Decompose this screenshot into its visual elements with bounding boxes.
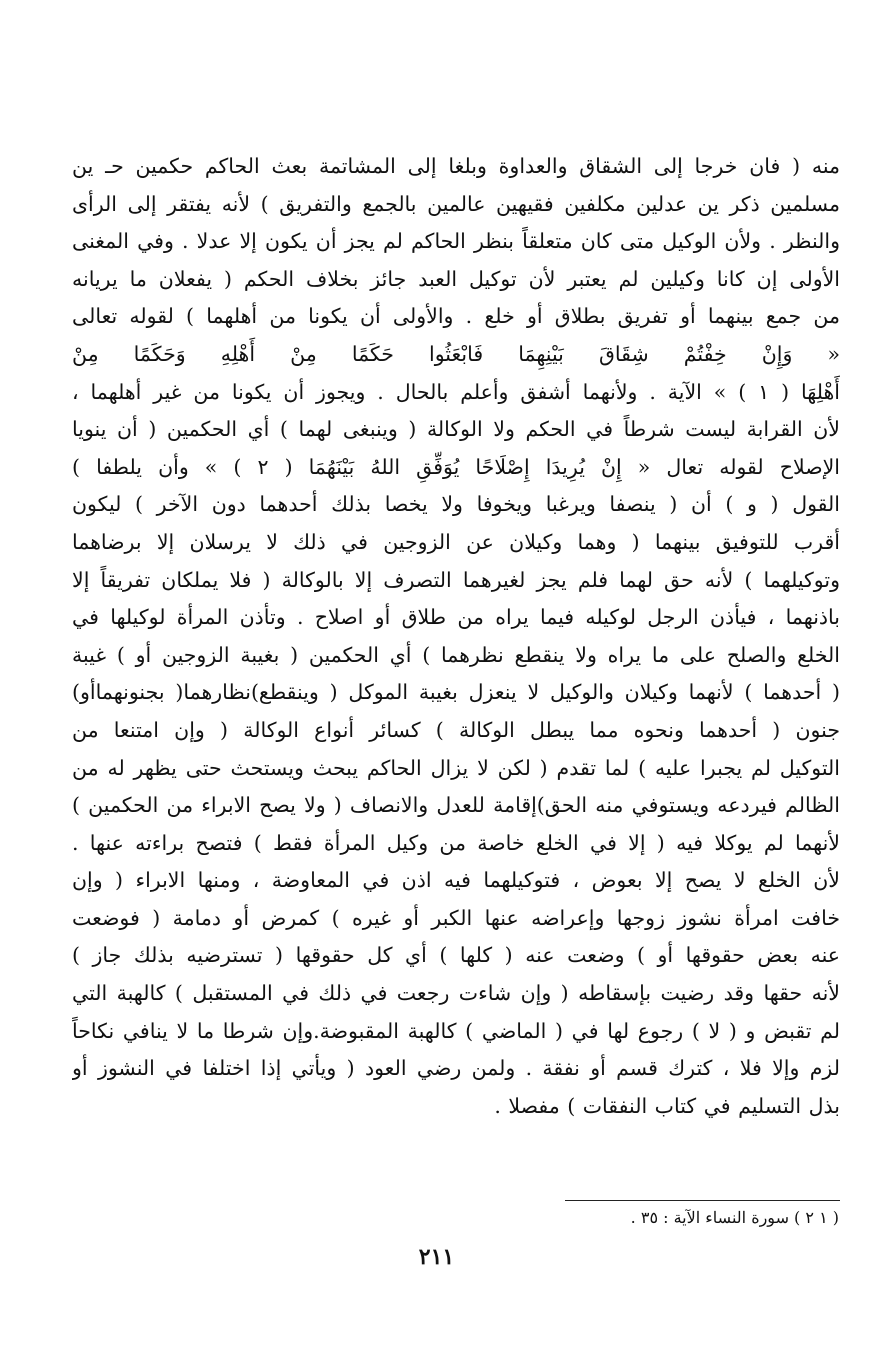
text-line: لزم وإلا فلا ، كترك قسم أو نفقة . ولمن رضي العود ( ويأتي إذا اختلفا في النشوز أو bbox=[72, 1056, 840, 1081]
text-line: ( أحدهما ) لأنهما وكيلان والوكيل لا ينعزل بغيبة الموكل ( وينقطع)نظارهما( بجنونهماأو) bbox=[72, 680, 840, 705]
text-line: أَهْلِهَا ( ١ ) » الآية . ولأنهما أشفق وأعلم بالحال . ويجوز أن يكونا من غير أهلهما ، bbox=[72, 379, 840, 404]
text-line: القول ( و ) أن ( ينصفا ويرغبا ويخوفا ولا يخصا بذلك أحدهما دون الآخر ) ليكون bbox=[72, 492, 840, 517]
text-line: لأن الخلع لا يصح إلا بعوض ، فتوكيلهما فيه اذن في المعاوضة ، ومنها الابراء ( وإن bbox=[72, 868, 840, 893]
text-line: لأنه حقها وقد رضيت بإسقاطه ( وإن شاءت رجعت في ذلك في المستقبل ) كالهبة التي bbox=[72, 981, 840, 1006]
text-line: عنه بعض حقوقها أو ) وضعت عنه ( كلها ) أي كل حقوقها ( تسترضيه بذلك جاز ) bbox=[72, 943, 840, 968]
footnote: ( ١ ٢ ) سورة النساء الآية : ٣٥ . bbox=[630, 1208, 839, 1227]
text-line: الظالم فيردعه ويستوفي منه الحق)إقامة للعدل والانصاف ( ولا يصح الابراء من الحكمين ) bbox=[72, 793, 840, 818]
text-line: الأولى إن كانا وكيلين لم يعتبر لأن توكيل العبد جائز بخلاف الحكم ( يفعلان ما يريانه bbox=[72, 266, 840, 291]
text-line: لأنهما لم يوكلا فيه ( إلا في الخلع خاصة من وكيل المرأة فقط ) فتصح براءته عنها . bbox=[72, 830, 840, 855]
text-line: مسلمين ذكر ين عدلين مكلفين فقيهين عالمين بالجمع والتفريق ) لأنه يفتقر إلى الرأى bbox=[72, 191, 840, 216]
footnote-divider bbox=[565, 1200, 840, 1201]
text-line: التوكيل لم يجبرا عليه ) لما تقدم ( لكن لا يزال الحاكم يبحث ويستحث حتى يظهر له من bbox=[72, 755, 840, 780]
text-line: أقرب للتوفيق بينهما ( وهما وكيلان عن الزوجين في ذلك لا يرسلان إلا برضاهما bbox=[72, 529, 840, 554]
text-line: لم تقبض و ( لا ) رجوع لها في ( الماضي ) كالهبة المقبوضة.وإن شرطا ما لا ينافي نكاحاً bbox=[72, 1018, 840, 1043]
text-line: الإصلاح لقوله تعال « إِنْ يُرِيدَا إِصْلَاحًا يُوَفِّقِ اللهُ بَيْنَهُمَا ( ٢ ) » وأن يلطفا ) bbox=[72, 454, 840, 479]
text-line: من جمع بينهما أو تفريق بطلاق أو خلع . والأولى أن يكونا من أهلهما ) لقوله تعالى bbox=[72, 304, 840, 329]
text-line: الخلع والصلح على ما يراه ولا ينقطع نظرهما ) أي الحكمين ( بغيبة الزوجين أو ) غيبة bbox=[72, 642, 840, 667]
text-line: باذنهما ، فيأذن الرجل لوكيله فيما يراه من طلاق أو اصلاح . وتأذن المرأة لوكيلها في bbox=[72, 605, 840, 630]
text-line: جنون ( أحدهما ونحوه مما يبطل الوكالة ) كسائر أنواع الوكالة ( وإن امتنعا من bbox=[72, 717, 840, 742]
text-line: وتوكيلهما ) لأنه حق لهما فلم يجز لغيرهما التصرف إلا بالوكالة ( فلا يملكان تفريقاً إلا bbox=[72, 567, 840, 592]
text-line: خافت امرأة نشوز زوجها وإعراضه عنها الكبر أو غيره ) كمرض أو دمامة ( فوضعت bbox=[72, 905, 840, 930]
text-line: بذل التسليم في كتاب النفقات ) مفصلا . bbox=[494, 1093, 840, 1118]
text-line: « وَإِنْ خِفْتُمْ شِقَاقَ بَيْنِهِمَا فَابْعَثُوا حَكَمًا مِنْ أَهْلِهِ وَحَكَمًا مِنْ bbox=[72, 341, 840, 366]
page-number: ٢١١ bbox=[418, 1244, 455, 1270]
main-text-block bbox=[72, 148, 840, 1125]
text-line: والنظر . ولأن الوكيل متى كان متعلقاً بنظر الحاكم لم يجز أن يكون إلا عدلا . وفي المغنى bbox=[72, 229, 840, 254]
text-line: منه ( فان خرجا إلى الشقاق والعداوة وبلغا إلى المشاتمة بعث الحاكم حكمين حـ ين bbox=[72, 154, 840, 178]
text-line: لأن القرابة ليست شرطاً في الحكم ولا الوكالة ( وينبغى لهما ) أي الحكمين ( أن ينويا bbox=[72, 417, 840, 442]
